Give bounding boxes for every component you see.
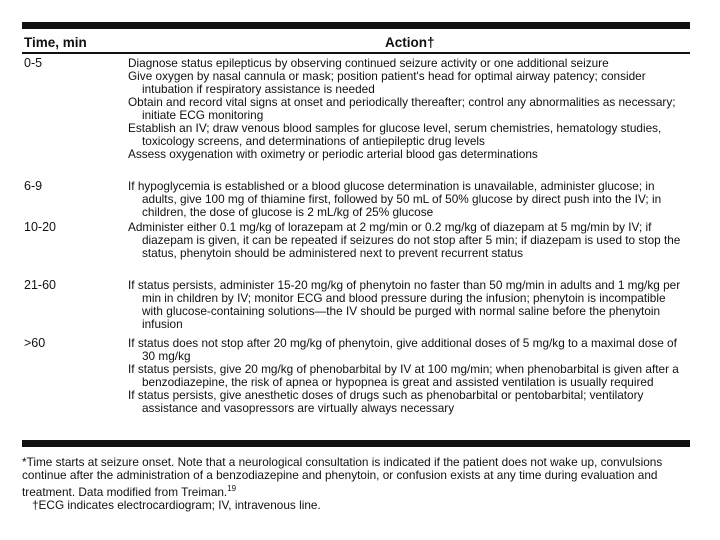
row-time: 21-60 bbox=[24, 278, 56, 292]
action-item: Assess oxygenation with oximetry or periodic arterial blood gas determinations bbox=[128, 147, 538, 161]
action-item: If hypoglycemia is established or a blood glucose determination is unavailable, administer glucose; in adults, give 100 mg of thiamine first, followed by 50 mL of 50% glucose by direct push into the IV; in children, the dose of glucose is 2 mL/kg of 25% glucose bbox=[128, 179, 662, 219]
action-item: Establish an IV; draw venous blood samples for glucose level, serum chemistries, hematology studies, toxicology screens, and determinations of antiepileptic drug levels bbox=[128, 121, 662, 148]
footnote-dagger: †ECG indicates electrocardiogram; IV, intravenous line. bbox=[32, 497, 321, 512]
table-top-rule bbox=[22, 22, 690, 29]
header-time: Time, min bbox=[24, 35, 87, 50]
action-item: Administer either 0.1 mg/kg of lorazepam at 2 mg/min or 0.2 mg/kg of diazepam at 5 mg/min by IV; if diazepam is given, it can be repeated if seizures do not stop after 5 min; if diazepam is used to stop the status, phenytoin should be administered next to prevent recurrent status bbox=[128, 220, 681, 260]
row-time: 0-5 bbox=[24, 56, 43, 70]
action-item: Give oxygen by nasal cannula or mask; position patient's head for optimal airway patency; consider intubation if respiratory assistance is needed bbox=[128, 69, 646, 96]
row-time: >60 bbox=[24, 336, 46, 350]
footnote-star-text: *Time starts at seizure onset. Note that a neurological consultation is indicated if the patient does not wake up, convulsions continue after the administration of a benzodiazepine and phenytoin, or confusion exists at any time during evaluation and treatment. Data modified from Treiman. bbox=[22, 455, 663, 499]
row-actions bbox=[128, 279, 688, 331]
row-actions bbox=[128, 337, 688, 415]
action-item: If status persists, give 20 mg/kg of phenobarbital by IV at 100 mg/min; when phenobarbital is given after a benzodiazepine, the risk of apnea or hypopnea is great and assisted ventilation is usually required bbox=[128, 362, 679, 389]
row-time: 10-20 bbox=[24, 220, 56, 234]
action-item: Obtain and record vital signs at onset and periodically thereafter; control any abnormalities as necessary; initiate ECG monitoring bbox=[128, 95, 676, 122]
row-actions bbox=[128, 180, 688, 219]
row-actions bbox=[128, 57, 688, 161]
footnote-star-ref: 19 bbox=[227, 484, 237, 493]
action-item: Diagnose status epilepticus by observing continued seizure activity or one additional seizure bbox=[128, 56, 609, 70]
action-item: If status does not stop after 20 mg/kg of phenytoin, give additional doses of 5 mg/kg to a maximal dose of 30 mg/kg bbox=[128, 336, 677, 363]
footnotes bbox=[22, 456, 690, 512]
row-time: 6-9 bbox=[24, 179, 43, 193]
header-rule bbox=[22, 52, 690, 54]
row-actions bbox=[128, 221, 688, 260]
table-bottom-rule bbox=[22, 440, 690, 447]
action-item: If status persists, administer 15-20 mg/kg of phenytoin no faster than 50 mg/min in adults and 1 mg/kg per min in children by IV; monitor ECG and blood pressure during the infusion; phenytoin is incompatible with glucose-containing solutions—the IV should be purged with normal saline before the phenytoin infusion bbox=[128, 278, 681, 331]
footnote-star bbox=[22, 456, 690, 499]
header-action: Action† bbox=[385, 35, 435, 50]
action-item: If status persists, give anesthetic doses of drugs such as phenobarbital or pentobarbital; ventilatory assistance and vasopressors are virtually always necessary bbox=[128, 388, 644, 415]
